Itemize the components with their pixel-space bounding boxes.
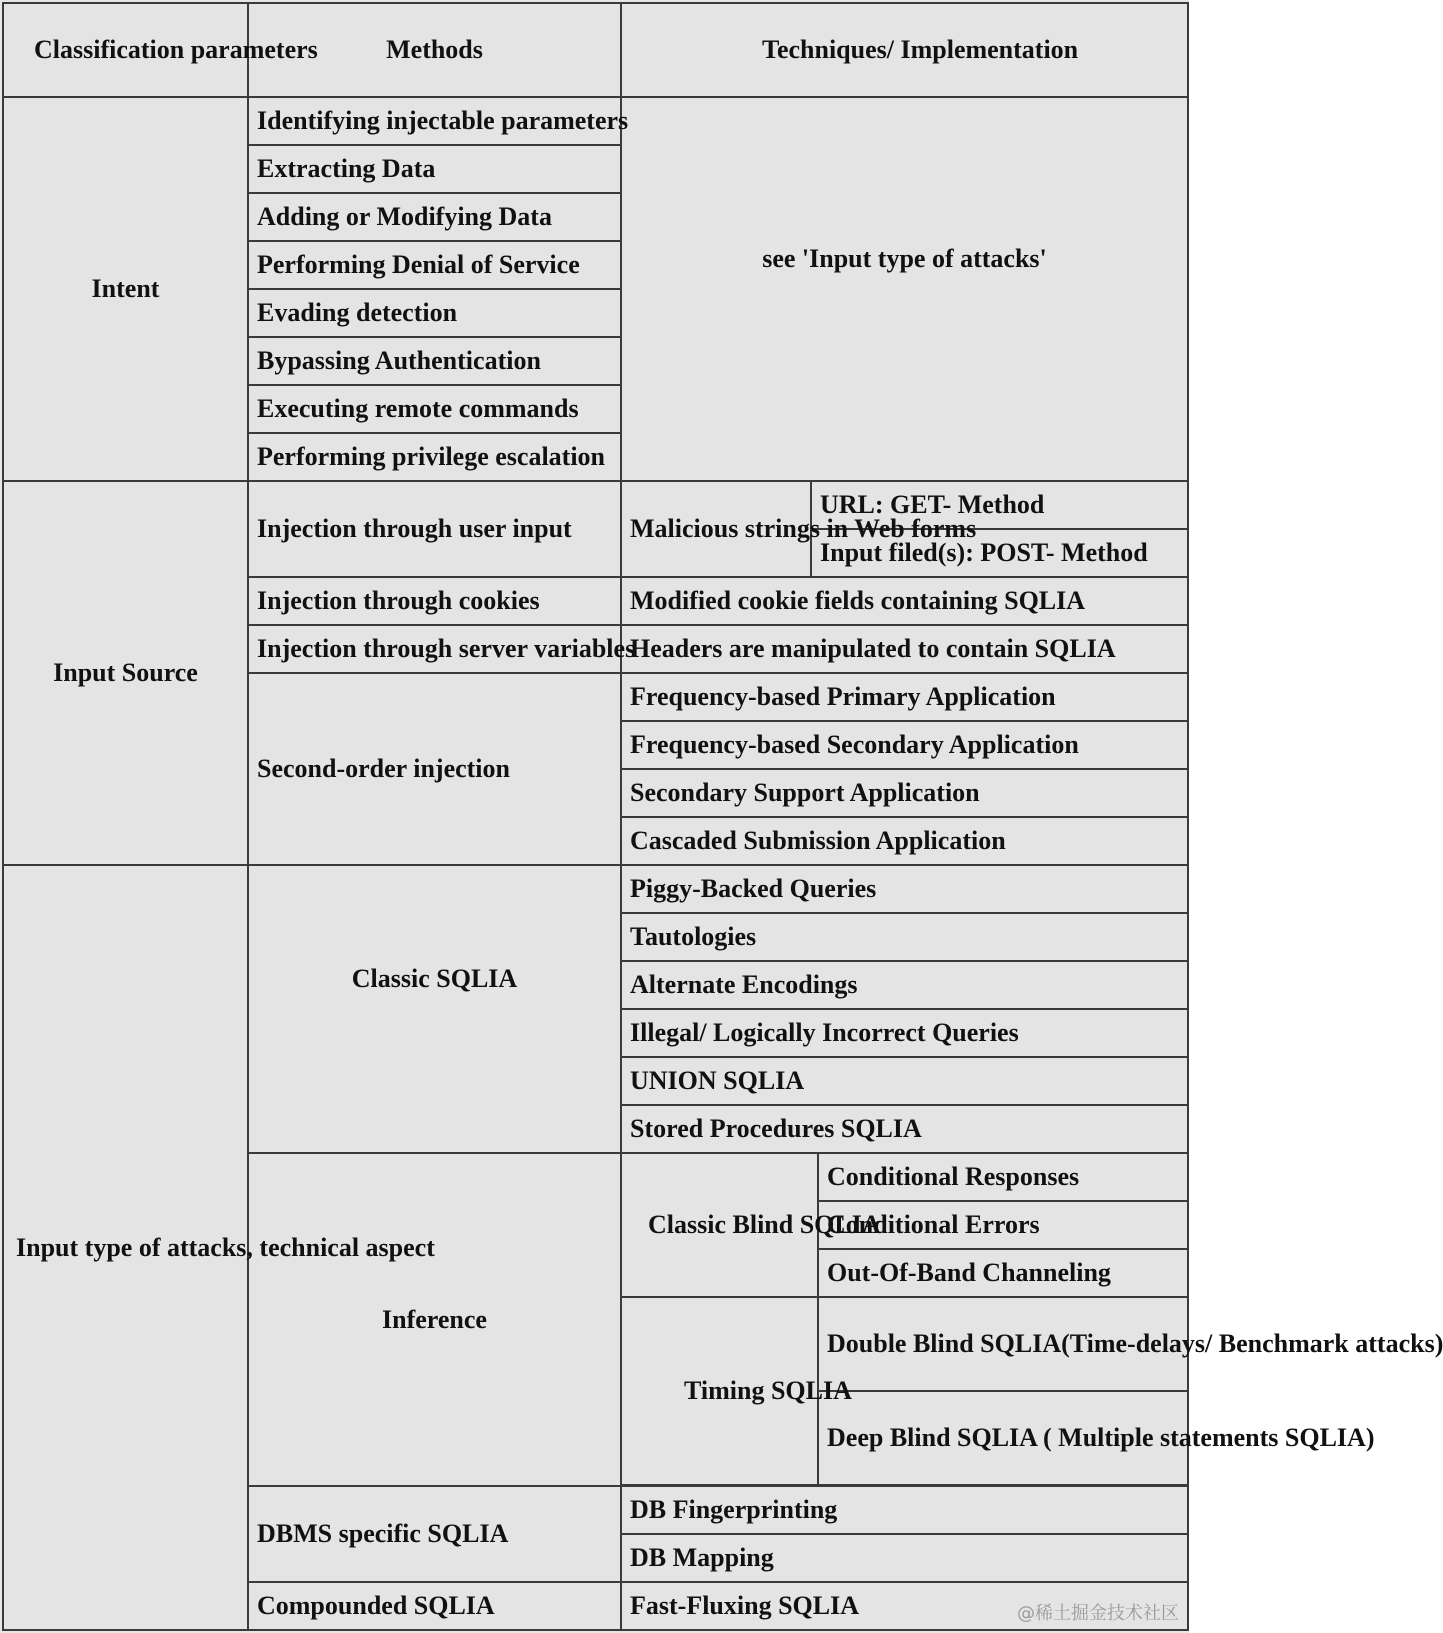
technique-item: Frequency-based Secondary Application [621,721,1188,769]
blind-group: Classic Blind SQLIA [621,1153,818,1297]
attack-method: Classic SQLIA [248,865,621,1153]
input-source-method: Injection through server variables [248,625,621,673]
technique-item: Input filed(s): POST- Method [811,529,1188,577]
intent-label: Intent [3,97,248,481]
technique-item: Fast-Fluxing SQLIA [621,1582,1188,1630]
technique-item: Double Blind SQLIA(Time-delays/ Benchmark attacks) [818,1297,1188,1391]
input-source-method: Second-order injection [248,673,621,865]
intent-method: Adding or Modifying Data [248,193,621,241]
technique-item: Modified cookie fields containing SQLIA [621,577,1188,625]
malicious-strings-group: Malicious strings in Web forms [621,481,811,577]
technique-item: Conditional Errors [818,1201,1188,1249]
table-row [3,481,1188,529]
technique-item: UNION SQLIA [621,1057,1188,1105]
technique-item: DB Fingerprinting [621,1486,1188,1534]
technique-item: Deep Blind SQLIA ( Multiple statements SQLIA) [818,1391,1188,1485]
header-methods: Methods [248,3,621,97]
technique-item: Frequency-based Primary Application [621,673,1188,721]
timing-group: Timing SQLIA [621,1297,818,1485]
intent-method: Bypassing Authentication [248,337,621,385]
technique-item: Stored Procedures SQLIA [621,1105,1188,1153]
input-source-method: Injection through cookies [248,577,621,625]
intent-method: Extracting Data [248,145,621,193]
intent-method: Performing privilege escalation [248,433,621,481]
input-source-label: Input Source [3,481,248,865]
attacks-label: Input type of attacks, technical aspect [3,865,248,1630]
technique-item: URL: GET- Method [811,481,1188,529]
intent-method: Executing remote commands [248,385,621,433]
technique-item: Out-Of-Band Channeling [818,1249,1188,1297]
technique-item: Conditional Responses [818,1153,1188,1201]
intent-method: Evading detection [248,289,621,337]
technique-item: Illegal/ Logically Incorrect Queries [621,1009,1188,1057]
sqlia-classification-table [2,2,1443,1631]
technique-item: Secondary Support Application [621,769,1188,817]
attack-method: Compounded SQLIA [248,1582,621,1630]
intent-method: Identifying injectable parameters [248,97,621,145]
header-row [3,3,1188,97]
intent-method: Performing Denial of Service [248,241,621,289]
technique-item: Cascaded Submission Application [621,817,1188,865]
header-techniques: Techniques/ Implementation [621,3,1188,97]
attack-method: Inference [248,1153,621,1486]
technique-item: Piggy-Backed Queries [621,865,1188,913]
technique-item: Tautologies [621,913,1188,961]
header-classification: Classification parameters [3,3,248,97]
table-row [3,97,1188,145]
intent-technique: see 'Input type of attacks' [621,97,1188,481]
technique-item: Alternate Encodings [621,961,1188,1009]
technique-item: DB Mapping [621,1534,1188,1582]
input-source-method: Injection through user input [248,481,621,577]
watermark: @稀土掘金技术社区 [1017,1603,1179,1624]
technique-item: Headers are manipulated to contain SQLIA [621,625,1188,673]
table-row [3,865,1188,913]
attack-method: DBMS specific SQLIA [248,1486,621,1582]
